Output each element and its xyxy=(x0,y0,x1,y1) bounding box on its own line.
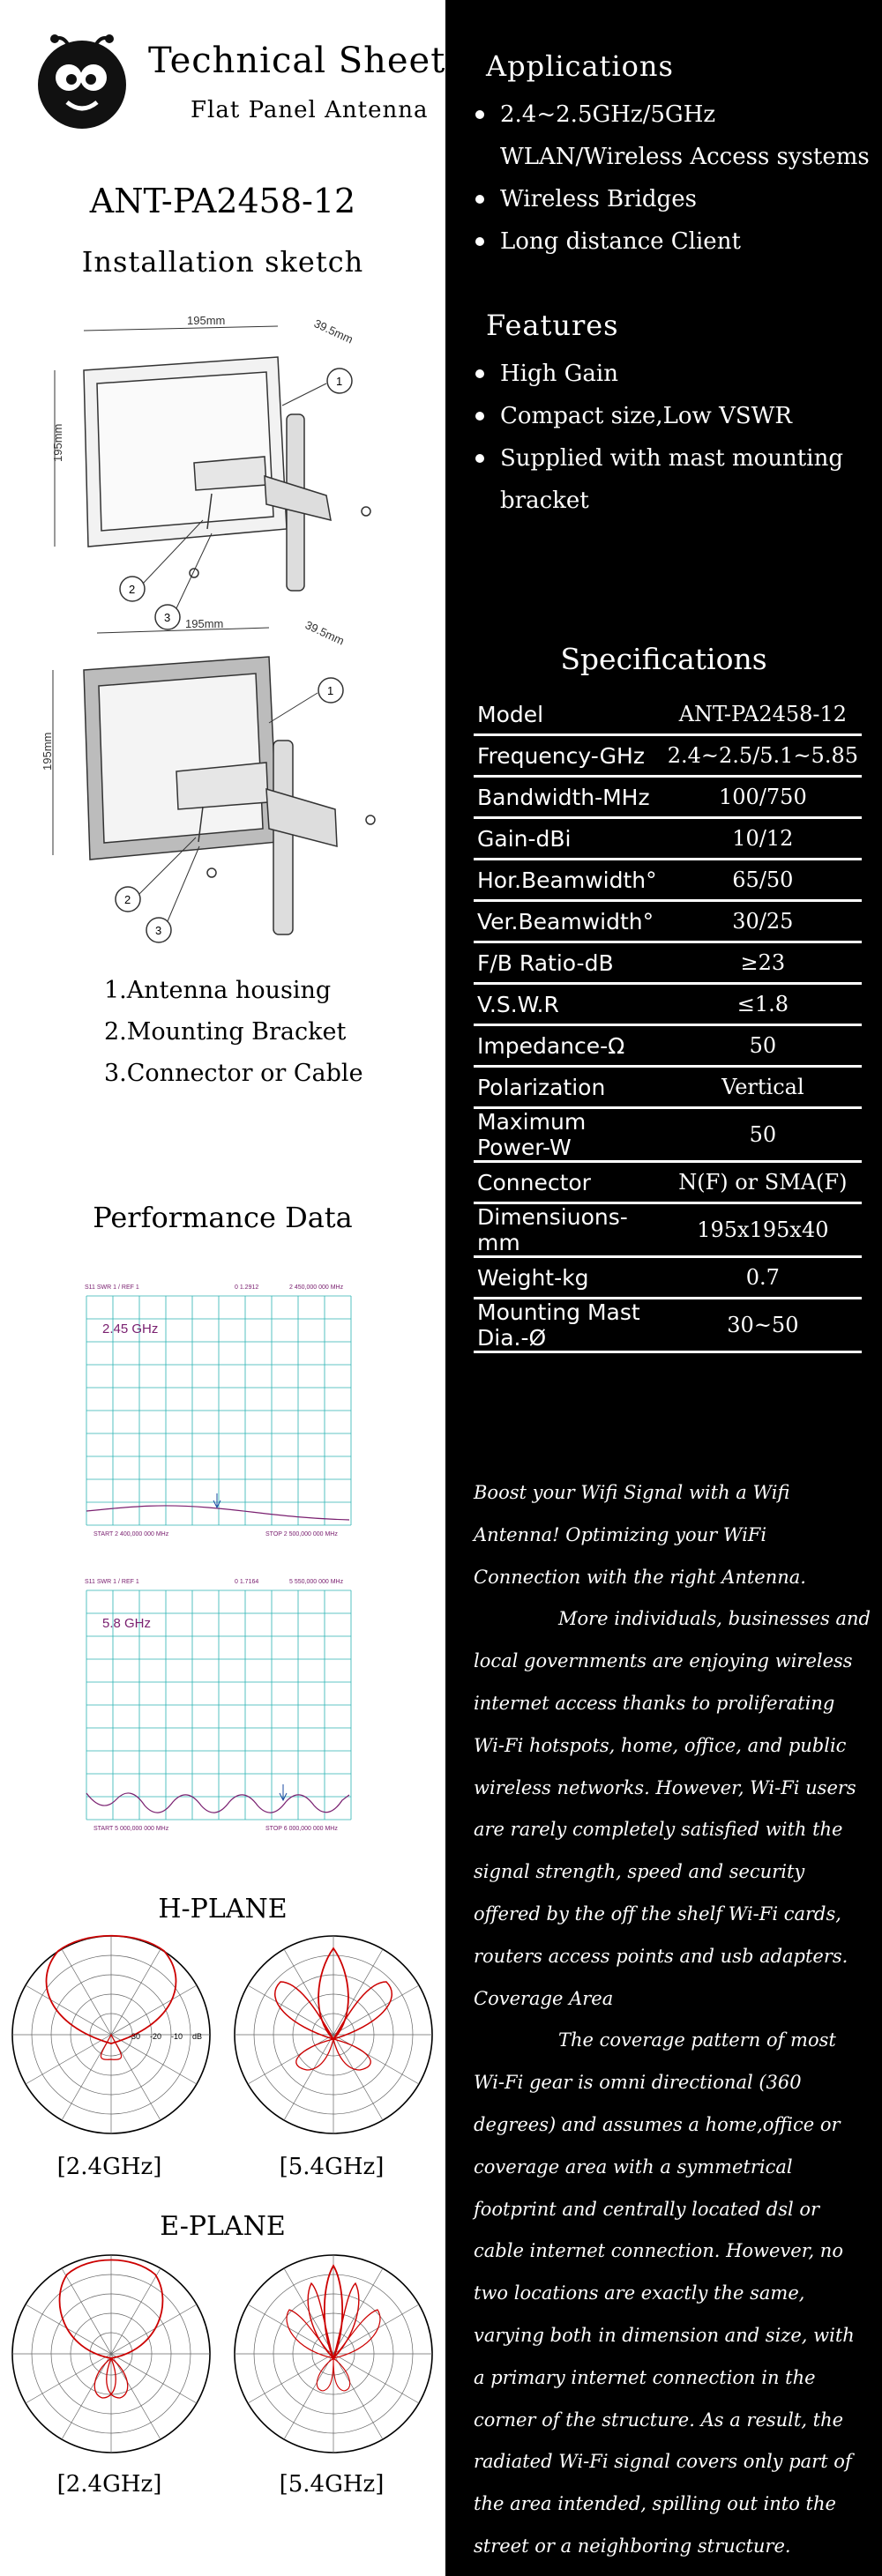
spec-label: Model xyxy=(474,695,664,735)
spec-row xyxy=(474,1257,862,1299)
callout-2: 2 xyxy=(129,583,136,596)
parts-list xyxy=(104,970,363,1094)
plot-header-right: 2 450,000 000 MHz xyxy=(289,1284,344,1291)
callout-3: 3 xyxy=(164,611,171,624)
features-list xyxy=(500,353,843,522)
spec-row xyxy=(474,1108,862,1162)
spec-label: Connector xyxy=(474,1162,664,1203)
plot-header-mid: 0 1.2912 xyxy=(235,1284,259,1291)
right-column xyxy=(445,0,882,2576)
sketch-view-bottom xyxy=(53,628,375,942)
dim-depth-label: 39.5mm xyxy=(311,316,355,346)
callout-2b: 2 xyxy=(124,893,131,906)
spec-row xyxy=(474,1203,862,1257)
sheet-title: Technical Sheet xyxy=(148,41,446,81)
spec-value: 50 xyxy=(664,1108,862,1162)
sheet-subtitle: Flat Panel Antenna xyxy=(191,97,429,123)
spec-row xyxy=(474,984,862,1025)
spec-row xyxy=(474,1162,862,1203)
spec-value: ANT-PA2458-12 xyxy=(664,695,862,735)
ant-mascot-logo xyxy=(34,34,131,130)
specifications-table xyxy=(474,695,862,1353)
spec-label: Mounting Mast Dia.-Ø xyxy=(474,1299,664,1352)
prose-paragraph: Boost your Wifi Signal with a Wifi Antenna! Optimizing your WiFi Connection with the right Antenna. xyxy=(474,1482,806,1588)
spec-row xyxy=(474,860,862,901)
spec-value: 10/12 xyxy=(664,818,862,860)
spec-row xyxy=(474,695,862,735)
ring-label: dB xyxy=(192,2032,203,2041)
list-item: High Gain xyxy=(500,353,843,395)
spec-label: Ver.Beamwidth° xyxy=(474,901,664,942)
spec-label: Weight-kg xyxy=(474,1257,664,1299)
spec-value: 0.7 xyxy=(664,1257,862,1299)
plot-header-left: S11 SWR 1 / REF 1 xyxy=(85,1284,139,1291)
model-number: ANT-PA2458-12 xyxy=(89,182,356,220)
dim-height-label: 195mm xyxy=(51,423,64,462)
spec-row xyxy=(474,1025,862,1067)
spec-label: Impedance-Ω xyxy=(474,1025,664,1067)
spec-value: 30~50 xyxy=(664,1299,862,1352)
bullet-icon xyxy=(475,237,484,246)
h-plane-2-4-polar xyxy=(5,1929,217,2140)
plot-footer-left: START 2 400,000 000 MHz xyxy=(93,1531,169,1537)
spec-value: 65/50 xyxy=(664,860,862,901)
e-plane-title: E-PLANE xyxy=(160,2211,286,2242)
plot-freq-label: 5.8 GHz xyxy=(102,1616,152,1631)
prose-heading: Coverage Area xyxy=(474,1987,614,2009)
spec-row xyxy=(474,901,862,942)
bullet-icon xyxy=(475,110,484,119)
ring-label: -10 xyxy=(171,2032,183,2041)
dim-depth-label-2: 39.5mm xyxy=(303,618,347,648)
list-item: Wireless Bridges xyxy=(500,178,870,220)
plot-footer-left: START 5 000,000 000 MHz xyxy=(93,1826,169,1832)
bullet-icon xyxy=(475,369,484,378)
spec-row xyxy=(474,942,862,984)
callout-1: 1 xyxy=(336,375,343,388)
applications-list xyxy=(500,93,870,263)
spec-value: ≥23 xyxy=(664,942,862,984)
bullet-icon xyxy=(475,454,484,463)
features-title: Features xyxy=(486,309,619,342)
plot-freq-label: 2.45 GHz xyxy=(102,1322,159,1336)
spec-label: Gain-dBi xyxy=(474,818,664,860)
callout-3b: 3 xyxy=(155,924,162,937)
polar-grid xyxy=(12,2255,210,2453)
bullet-icon xyxy=(475,412,484,421)
spec-row xyxy=(474,735,862,777)
list-item: Supplied with mast mounting bracket xyxy=(500,437,843,522)
plot-header-mid: 0 1.7164 xyxy=(235,1579,259,1585)
performance-title: Performance Data xyxy=(93,1201,353,1234)
spec-row xyxy=(474,1067,862,1108)
dim-width-label-2: 195mm xyxy=(185,617,224,630)
spec-row xyxy=(474,1299,862,1352)
spec-value: 195x195x40 xyxy=(664,1203,862,1257)
prose-paragraph: More individuals, businesses and local governments are enjoying wireless internet access thanks to proliferating Wi-Fi hotspots, home, office, and public wireless networks. However, Wi-Fi users are rarely completely satisfied with the signal strength, speed and security offered by the off the shelf Wi-Fi cards, routers access points and usb adapters. xyxy=(474,1608,871,1967)
sketch-view-top xyxy=(55,326,370,629)
installation-sketch xyxy=(35,309,406,943)
spec-label: Maximum Power-W xyxy=(474,1108,664,1162)
list-item: Compact size,Low VSWR xyxy=(500,395,843,437)
dim-height-label-2: 195mm xyxy=(41,732,54,771)
spec-value: N(F) or SMA(F) xyxy=(664,1162,862,1203)
prose-paragraph: The coverage pattern of most Wi-Fi gear is omni directional (360 degrees) and assumes a home,office or coverage area with a symmetrical footprint and centrally located dsl or cable internet connection. However, no two locations are exactly the same, varying both in dimension and size, with a primary internet connection in the corner of the structure. As a result, the radiated Wi-Fi signal covers only part of the area intended, spilling out into the street or a neighboring structure. xyxy=(474,2029,855,2557)
spec-label: Hor.Beamwidth° xyxy=(474,860,664,901)
h-plane-freq-5-4: [5.4GHz] xyxy=(279,2154,385,2180)
part-item: 1.Antenna housing xyxy=(104,977,332,1004)
plot-header-left: S11 SWR 1 / REF 1 xyxy=(85,1579,139,1585)
spec-label: Polarization xyxy=(474,1067,664,1108)
list-item: 2.4~2.5GHz/5GHz WLAN/Wireless Access systems xyxy=(500,93,870,178)
vswr-plot-5-8 xyxy=(85,1575,358,1835)
spec-label: Frequency-GHz xyxy=(474,735,664,777)
callout-1b: 1 xyxy=(327,684,334,697)
spec-label: F/B Ratio-dB xyxy=(474,942,664,984)
spec-label: V.S.W.R xyxy=(474,984,664,1025)
h-plane-title: H-PLANE xyxy=(158,1894,288,1925)
spec-row xyxy=(474,777,862,818)
spec-value: 100/750 xyxy=(664,777,862,818)
spec-label: Dimensiuons-mm xyxy=(474,1203,664,1257)
polar-grid xyxy=(235,2255,432,2453)
dim-width-label: 195mm xyxy=(187,314,226,327)
plot-header-right: 5 550,000 000 MHz xyxy=(289,1579,344,1585)
vswr-plot-2-45 xyxy=(85,1280,358,1540)
e-plane-5-4-polar xyxy=(228,2248,439,2460)
e-plane-freq-5-4: [5.4GHz] xyxy=(279,2471,385,2498)
installation-title: Installation sketch xyxy=(81,245,364,279)
marketing-text xyxy=(474,1472,871,2568)
ring-label: -20 xyxy=(150,2032,162,2041)
spec-row xyxy=(474,818,862,860)
spec-value: ≤1.8 xyxy=(664,984,862,1025)
applications-title: Applications xyxy=(486,49,674,83)
plot-footer-right: STOP 6 000,000 000 MHz xyxy=(265,1826,338,1832)
ring-label: -30 xyxy=(129,2032,141,2041)
h-plane-5-4-polar xyxy=(228,1929,439,2140)
h-plane-freq-2-4: [2.4GHz] xyxy=(56,2154,162,2180)
spec-value: 30/25 xyxy=(664,901,862,942)
plot-footer-right: STOP 2 500,000 000 MHz xyxy=(265,1531,338,1537)
part-item: 3.Connector or Cable xyxy=(104,1060,363,1087)
part-item: 2.Mounting Bracket xyxy=(104,1018,347,1046)
specifications-title: Specifications xyxy=(560,642,767,676)
list-item: Long distance Client xyxy=(500,220,870,263)
spec-value: 50 xyxy=(664,1025,862,1067)
e-plane-2-4-polar xyxy=(5,2248,217,2460)
spec-label: Bandwidth-MHz xyxy=(474,777,664,818)
polar-grid xyxy=(235,1936,432,2133)
bullet-icon xyxy=(475,195,484,204)
spec-value: 2.4~2.5/5.1~5.85 xyxy=(664,735,862,777)
e-plane-freq-2-4: [2.4GHz] xyxy=(56,2471,162,2498)
spec-value: Vertical xyxy=(664,1067,862,1108)
